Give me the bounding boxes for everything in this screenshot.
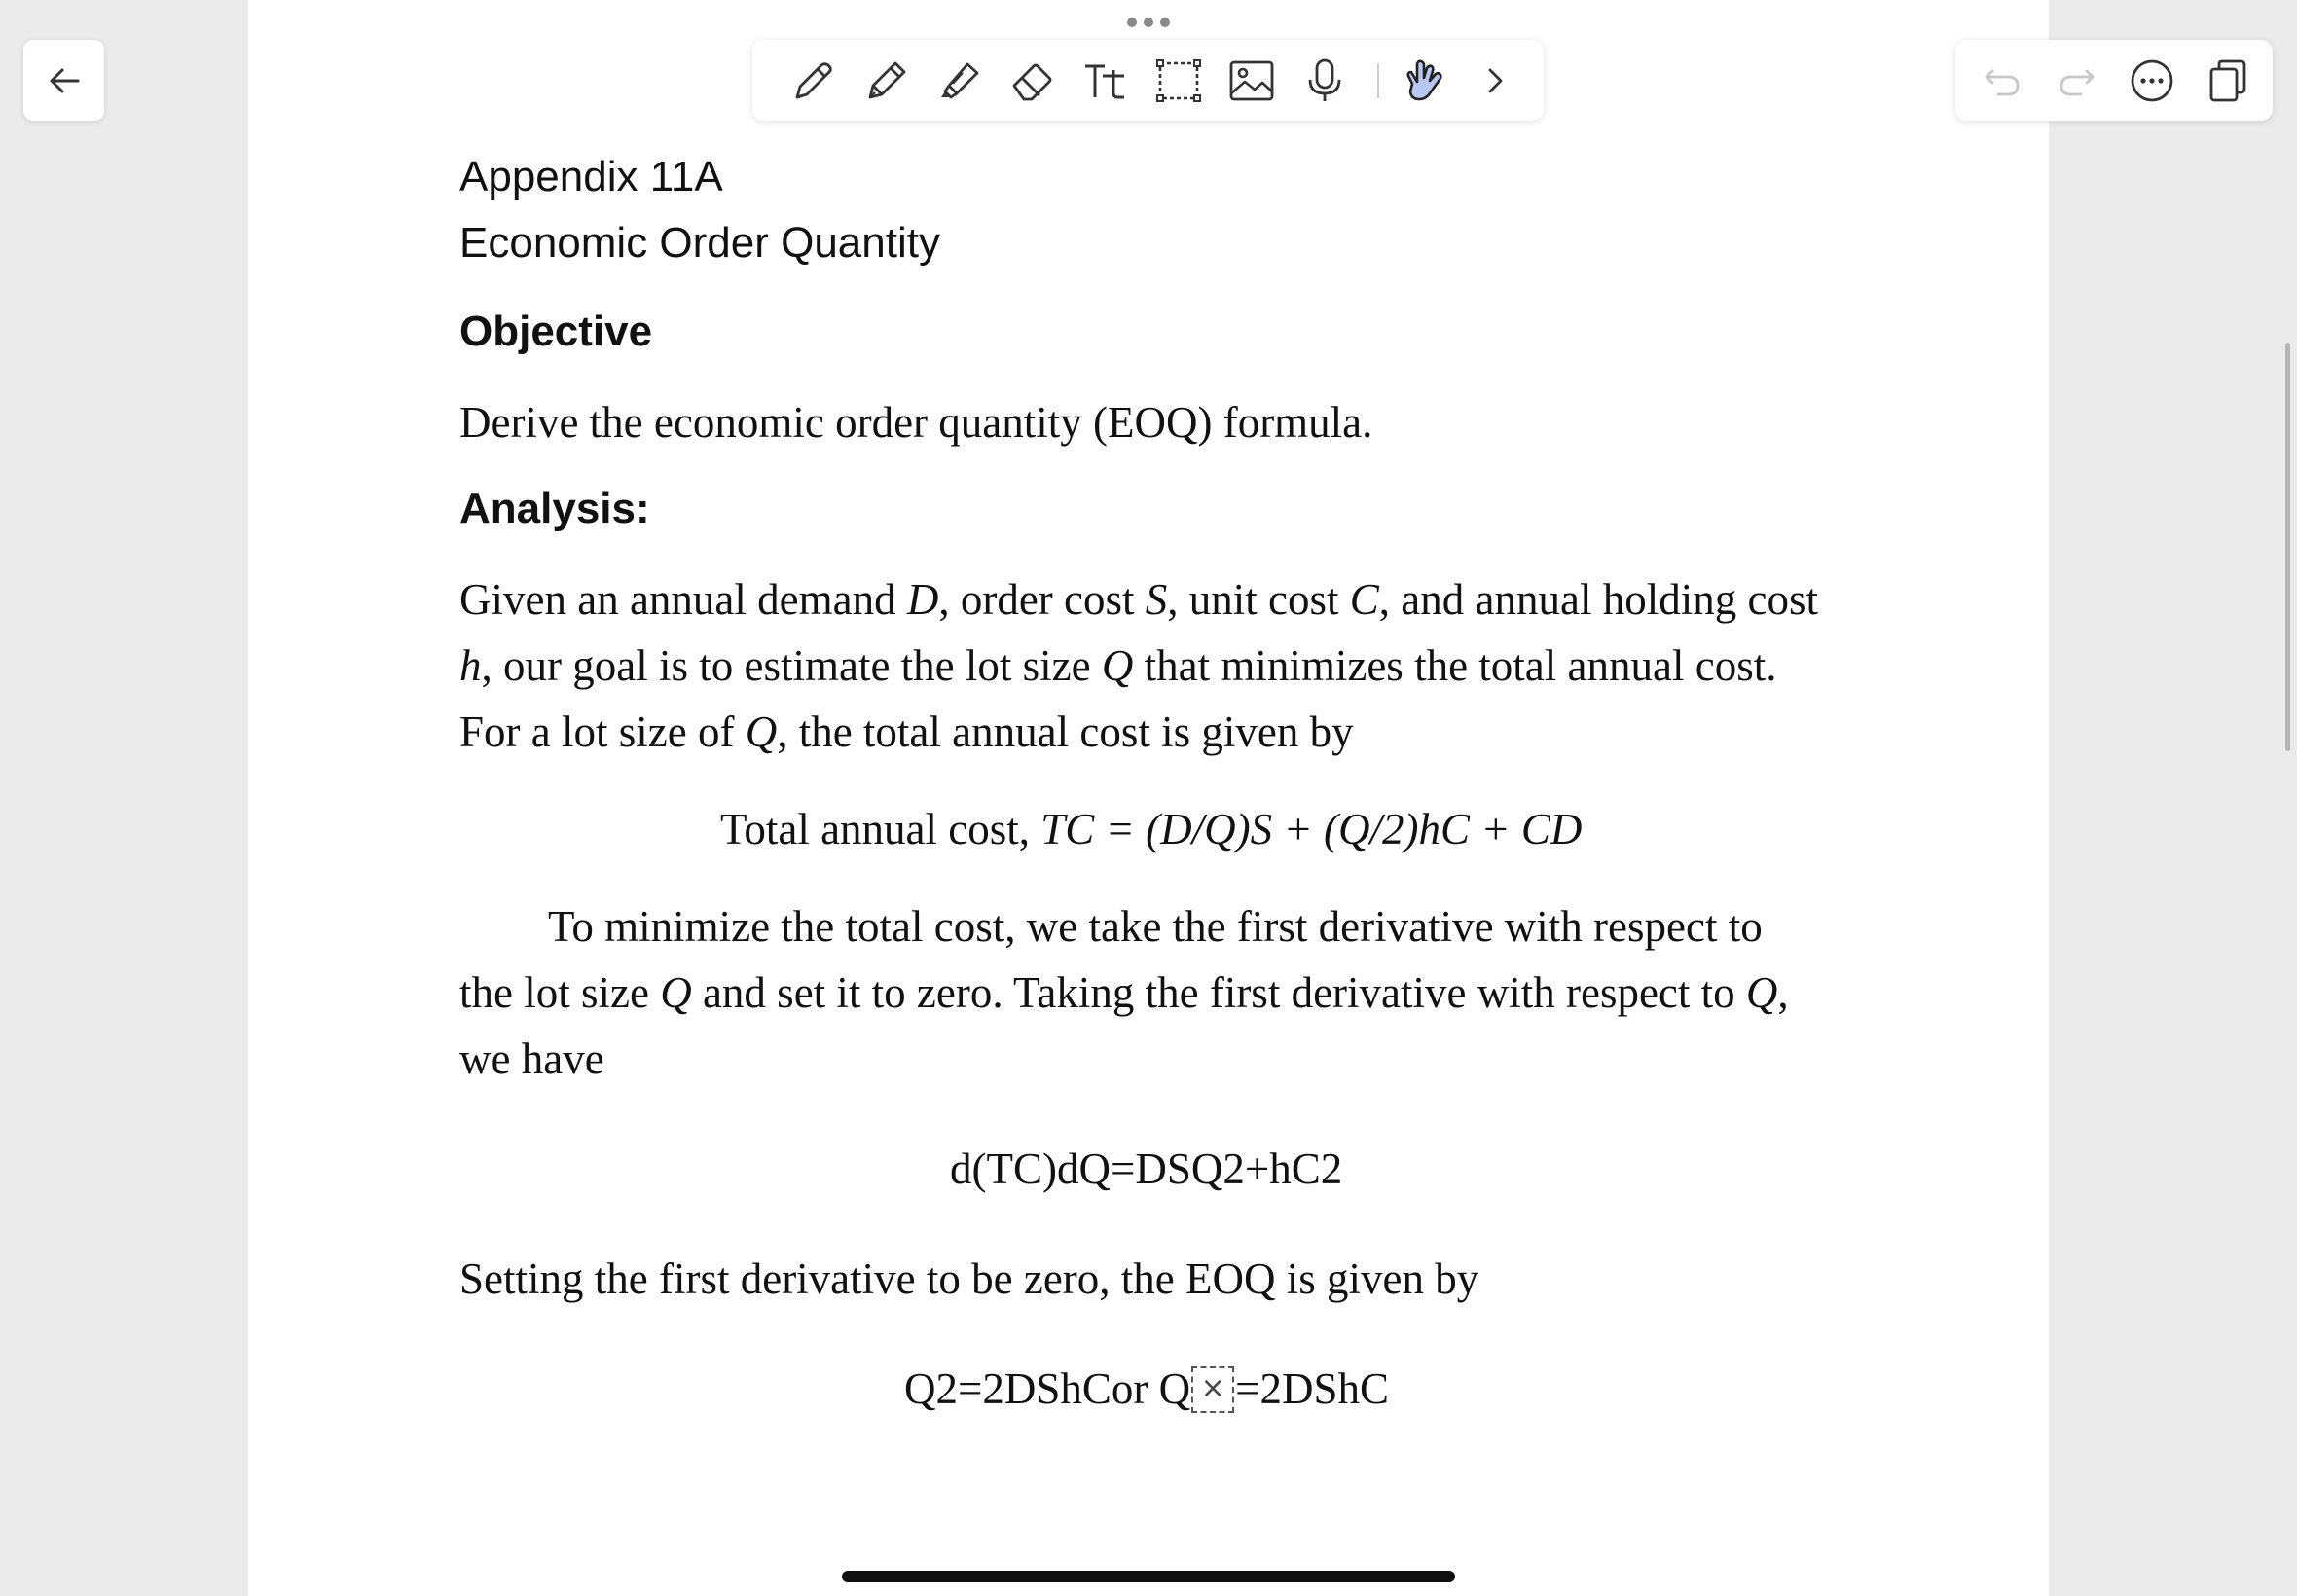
appendix-label: Appendix 11A [459,153,723,200]
paragraph-line: Setting the first derivative to be zero, the EOQ is given by [459,1254,1479,1303]
eoq-equation: Q2=2DShCor Q × =2DShC [904,1364,1390,1413]
objective-heading: Objective [459,308,653,355]
paragraph-line: Given an annual demand D, order cost S, unit cost C, and annual holding cost [459,575,1818,624]
page-title: Economic Order Quantity [459,219,940,267]
paragraph-line: we have [459,1034,604,1083]
paragraph-line: For a lot size of Q, the total annual cost is given by [459,707,1354,756]
analysis-heading: Analysis: [459,485,650,532]
total-cost-equation: Total annual cost, TC = (D/Q)S + (Q/2)hC + CD [720,805,1583,853]
paragraph-line: To minimize the total cost, we take the first derivative with respect to [548,902,1763,951]
derivative-equation: d(TC)dQ=DSQ2+hC2 [950,1144,1343,1193]
paragraph-line: the lot size Q and set it to zero. Taking the first derivative with respect to Q, [459,968,1789,1017]
paragraph-line: h, our goal is to estimate the lot size Q that minimizes the total annual cost. [459,641,1777,690]
broken-image-placeholder: × [1191,1366,1234,1413]
objective-text: Derive the economic order quantity (EOQ) formula. [459,398,1373,447]
home-indicator[interactable] [842,1571,1455,1582]
